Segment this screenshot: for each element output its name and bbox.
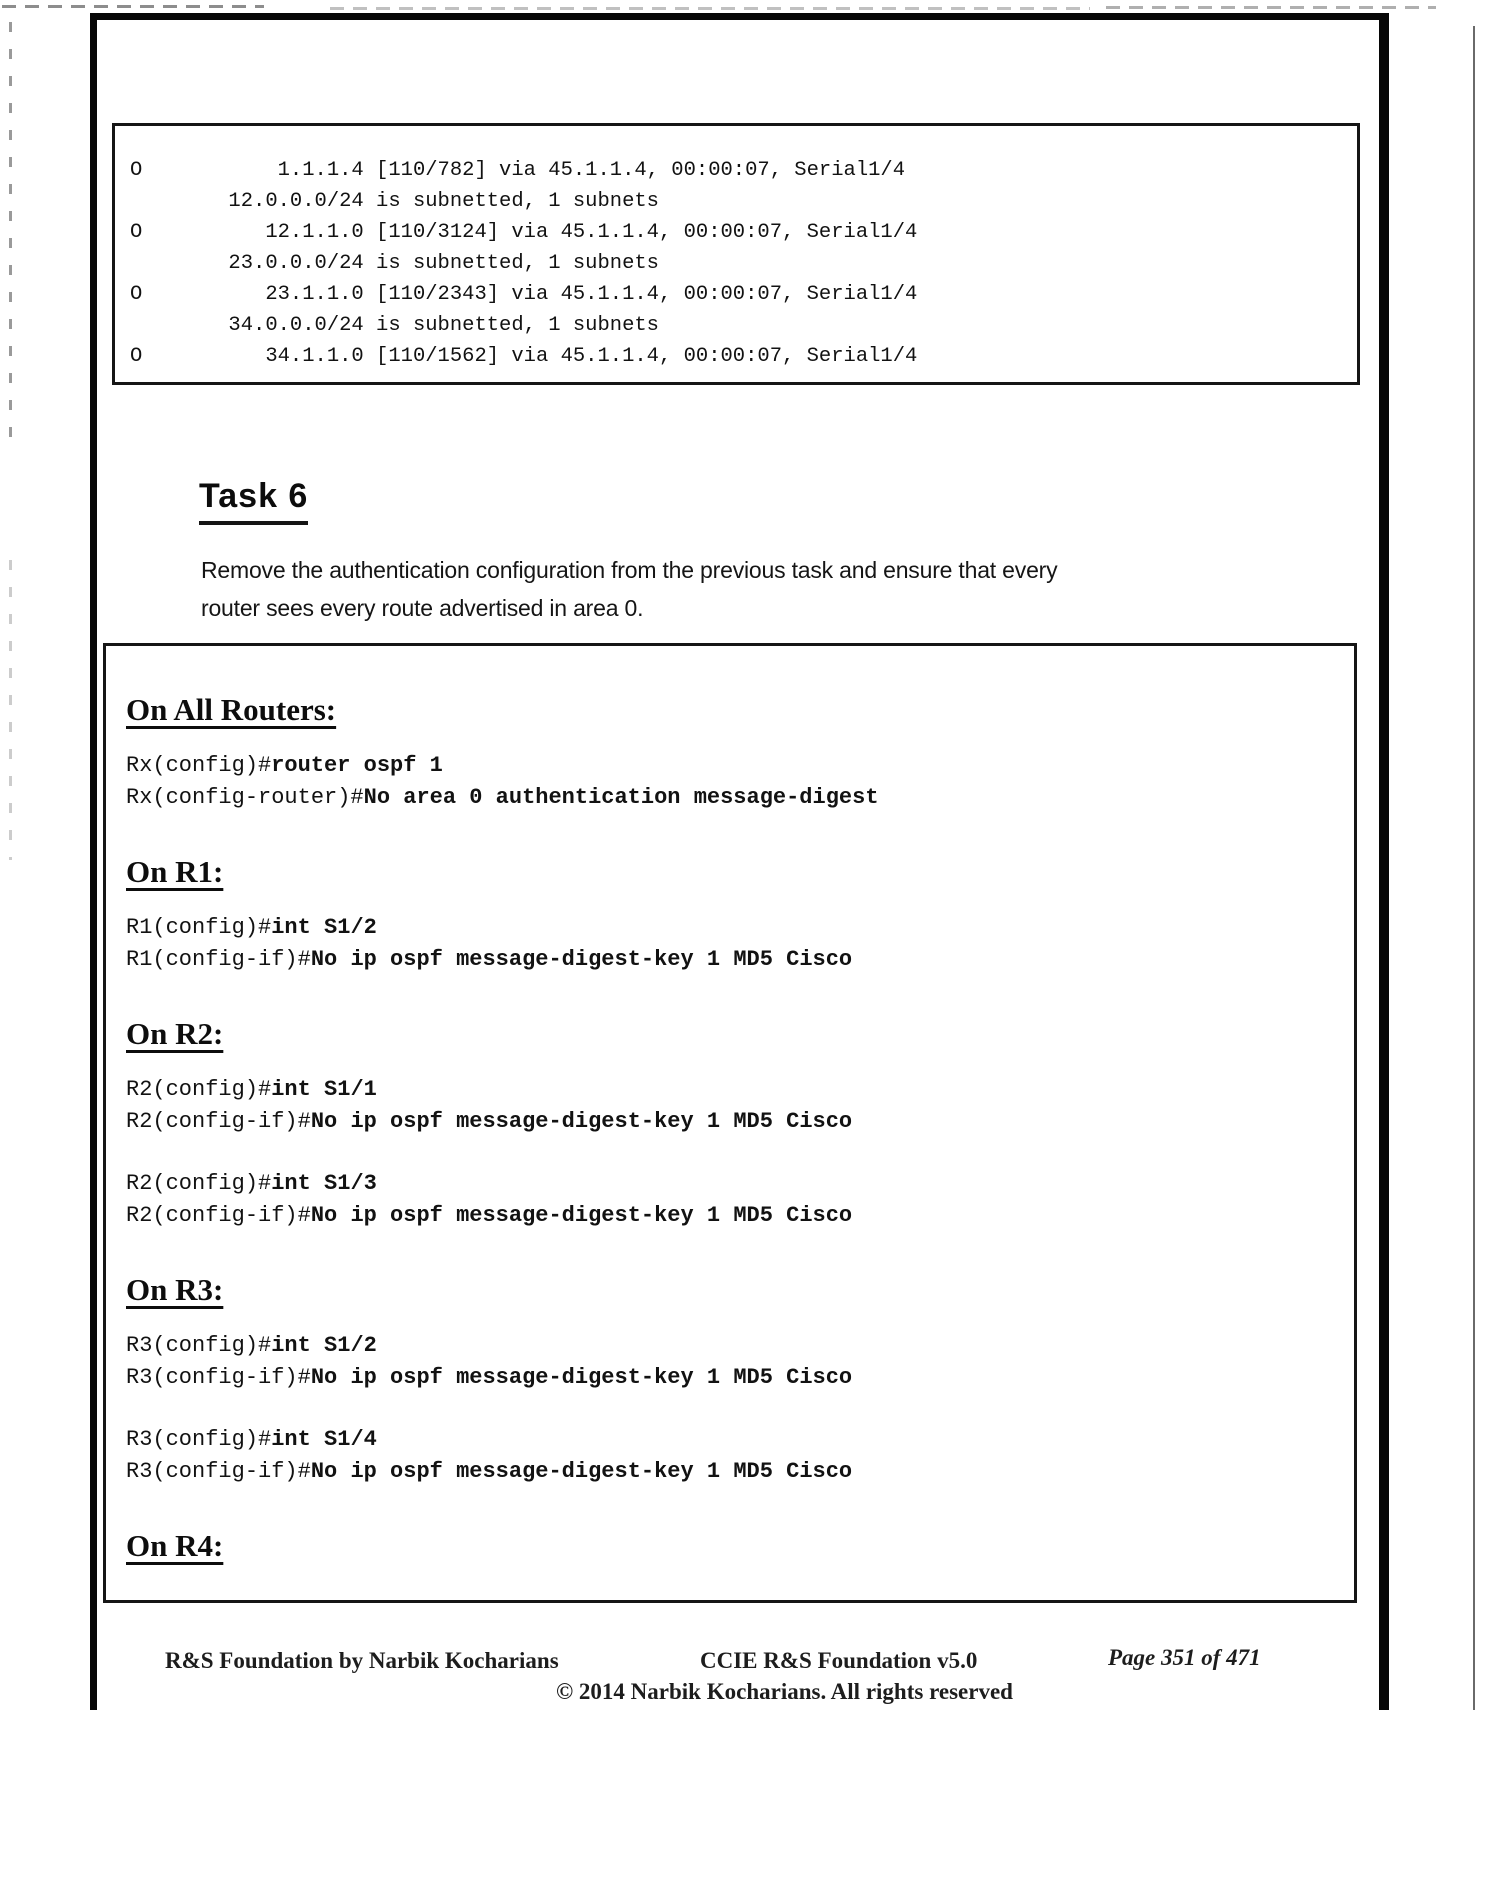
- config-command-line: [126, 912, 1344, 944]
- cli-prompt: R2(config)#: [126, 1171, 272, 1196]
- cli-command: int S1/2: [271, 1333, 377, 1358]
- section-heading-all-routers: [126, 692, 1344, 728]
- scan-artifact: [9, 560, 12, 860]
- scan-artifact: [9, 22, 12, 452]
- config-command-line: [126, 1424, 1344, 1456]
- cli-command: int S1/4: [271, 1427, 377, 1452]
- code-group: [126, 1330, 1344, 1394]
- footer-copyright: © 2014 Narbik Kocharians. All rights reserved: [556, 1679, 1013, 1704]
- page-frame-right-border: [1379, 13, 1389, 1710]
- section-heading-r1: [126, 854, 1344, 890]
- config-command-line: [126, 782, 1344, 814]
- cli-prompt: R2(config-if)#: [126, 1109, 311, 1134]
- footer-edition: CCIE R&S Foundation v5.0: [700, 1648, 978, 1673]
- cli-command: No ip ospf message-digest-key 1 MD5 Cisco: [310, 1365, 853, 1390]
- config-command-line: [126, 944, 1344, 976]
- section-heading-text: On R4:: [126, 1528, 224, 1563]
- section-heading-text: On R2:: [126, 1016, 224, 1051]
- page-frame-left-border: [90, 13, 97, 1710]
- config-command-line: [126, 1330, 1344, 1362]
- cli-command: router ospf 1: [271, 753, 443, 778]
- code-group: [126, 750, 1344, 814]
- code-group: [126, 1074, 1344, 1138]
- cli-command: No ip ospf message-digest-key 1 MD5 Cisco: [310, 1459, 853, 1484]
- scan-artifact: [2, 5, 264, 8]
- cli-command: No ip ospf message-digest-key 1 MD5 Cisco: [310, 947, 853, 972]
- scan-artifact: [330, 7, 1090, 10]
- cli-prompt: R2(config)#: [126, 1077, 272, 1102]
- cli-prompt: R1(config-if)#: [126, 947, 311, 972]
- section-heading-text: On All Routers:: [126, 692, 337, 727]
- configuration-box: [103, 643, 1357, 1603]
- cli-prompt: R3(config-if)#: [126, 1365, 311, 1390]
- config-command-line: [126, 1456, 1344, 1488]
- cli-prompt: Rx(config)#: [126, 753, 272, 778]
- footer-page-number: Page 351 of 471: [1108, 1645, 1261, 1670]
- cli-command: No ip ospf message-digest-key 1 MD5 Cisco: [310, 1109, 853, 1134]
- page-frame-top-border: [90, 13, 1389, 20]
- routing-line: O 34.1.1.0 [110/1562] via 45.1.1.4, 00:00:07, Serial1/4: [130, 345, 918, 368]
- scan-artifact: [1106, 6, 1436, 9]
- adjacent-page-edge-line: [1473, 26, 1475, 1710]
- routing-line: O 12.1.1.0 [110/3124] via 45.1.1.4, 00:00:07, Serial1/4: [130, 221, 918, 244]
- routing-line: O 1.1.1.4 [110/782] via 45.1.1.4, 00:00:07, Serial1/4: [130, 159, 906, 182]
- section-heading-text: On R3:: [126, 1272, 224, 1307]
- cli-prompt: R3(config-if)#: [126, 1459, 311, 1484]
- routing-line: O 23.1.1.0 [110/2343] via 45.1.1.4, 00:00:07, Serial1/4: [130, 283, 918, 306]
- task-description: [201, 551, 1061, 627]
- cli-prompt: R3(config)#: [126, 1333, 272, 1358]
- cli-command: No ip ospf message-digest-key 1 MD5 Cisco: [310, 1203, 853, 1228]
- code-group: [126, 1168, 1344, 1232]
- config-command-line: [126, 1200, 1344, 1232]
- cli-prompt: Rx(config-router)#: [126, 785, 364, 810]
- task-description-line: Remove the authentication configuration from the previous task and ensure that every: [201, 557, 1058, 583]
- section-heading-r4: [126, 1528, 1344, 1564]
- routing-line: 34.0.0.0/24 is subnetted, 1 subnets: [130, 314, 659, 337]
- cli-command: int S1/2: [271, 915, 377, 940]
- footer-book-title: R&S Foundation by Narbik Kocharians: [165, 1648, 559, 1673]
- section-heading-text: On R1:: [126, 854, 224, 889]
- cli-command: No area 0 authentication message-digest: [363, 785, 879, 810]
- cli-prompt: R1(config)#: [126, 915, 272, 940]
- task-title: Task 6: [199, 477, 308, 525]
- routing-line: 23.0.0.0/24 is subnetted, 1 subnets: [130, 252, 659, 275]
- cli-command: int S1/3: [271, 1171, 377, 1196]
- cli-command: int S1/1: [271, 1077, 377, 1102]
- section-heading-r2: [126, 1016, 1344, 1052]
- routing-output-box: [112, 123, 1360, 385]
- code-group: [126, 912, 1344, 976]
- code-group: [126, 1424, 1344, 1488]
- config-command-line: [126, 1074, 1344, 1106]
- config-command-line: [126, 1168, 1344, 1200]
- config-command-line: [126, 1362, 1344, 1394]
- section-heading-r3: [126, 1272, 1344, 1308]
- cli-prompt: R3(config)#: [126, 1427, 272, 1452]
- config-command-line: [126, 1106, 1344, 1138]
- cli-prompt: R2(config-if)#: [126, 1203, 311, 1228]
- config-command-line: [126, 750, 1344, 782]
- routing-line: 12.0.0.0/24 is subnetted, 1 subnets: [130, 190, 659, 213]
- task-description-line: router sees every route advertised in area 0.: [201, 595, 644, 621]
